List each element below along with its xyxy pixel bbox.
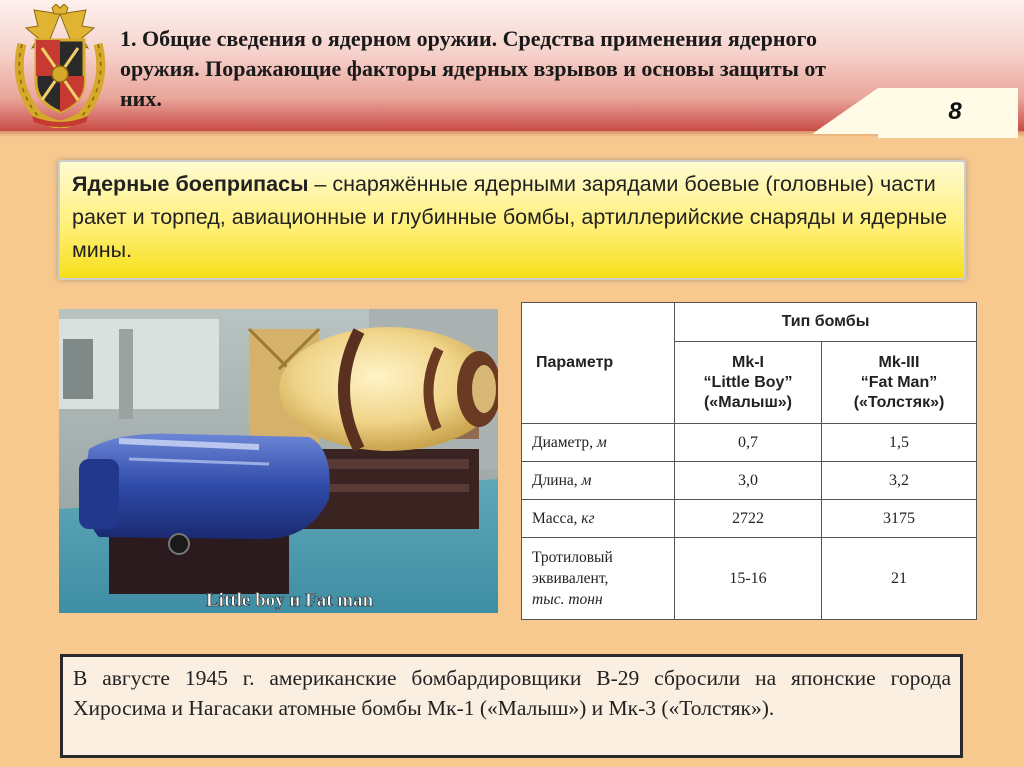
mk3-nickname: («Толстяк») <box>853 393 945 411</box>
table-header-mk1 <box>675 342 822 424</box>
cell-value: 1,5 <box>822 424 977 462</box>
row-label-length: Длина, м <box>522 462 675 500</box>
emblem-icon <box>8 4 112 128</box>
definition-text <box>72 168 952 267</box>
page-number-notch <box>812 88 878 134</box>
cell-value: 15-16 <box>675 538 822 620</box>
cell-value: 0,7 <box>675 424 822 462</box>
row-label-mass: Масса, кг <box>522 500 675 538</box>
mk3-code: Mk-III <box>878 353 920 371</box>
mk1-nickname: («Малыш») <box>703 393 793 411</box>
mk3-name: “Fat Man” <box>860 373 938 391</box>
mk1-name: “Little Boy” <box>703 373 793 391</box>
historical-note-text: В августе 1945 г. американские бомбардировщики B-29 сбросили на японские города Хиросима и Нагасаки атомные бомбы Мк-1 («Малыш») и Мк-3 («Толстяк»). <box>73 666 951 720</box>
table-row <box>522 500 977 538</box>
row-label-diameter: Диаметр, м <box>522 424 675 462</box>
page-number: 8 <box>948 98 962 125</box>
cell-value: 21 <box>822 538 977 620</box>
table-row <box>522 424 977 462</box>
bombs-photo <box>59 309 498 613</box>
table-row <box>522 462 977 500</box>
table-header-mk3 <box>822 342 977 424</box>
slide-title: 1. Общие сведения о ядерном оружии. Средства применения ядерного оружия. Поражающие факторы ядерных взрывов и основы защиты от них. <box>120 26 826 111</box>
table-header-parameter: Параметр <box>522 303 675 424</box>
cell-value: 3175 <box>822 500 977 538</box>
row-label-tnt-equivalent: Тротиловый эквивалент, тыс. тонн <box>522 538 675 620</box>
table-header-bomb-type: Тип бомбы <box>675 303 977 342</box>
mk1-code: Mk-I <box>732 353 764 371</box>
photo-caption: Little boy и Fat man <box>206 590 374 611</box>
historical-note-box <box>60 654 963 758</box>
cell-value: 3,0 <box>675 462 822 500</box>
bomb-specs-table <box>521 302 977 620</box>
cell-value: 2722 <box>675 500 822 538</box>
definition-box <box>58 160 966 280</box>
definition-body: – снаряжённые ядерными зарядами боевые (головные) части ракет и торпед, авиационные и глубинные бомбы, артиллерийские снаряды и ядерные мины. <box>72 172 948 262</box>
table-row <box>522 538 977 620</box>
cell-value: 3,2 <box>822 462 977 500</box>
definition-term: Ядерные боеприпасы <box>72 172 309 196</box>
